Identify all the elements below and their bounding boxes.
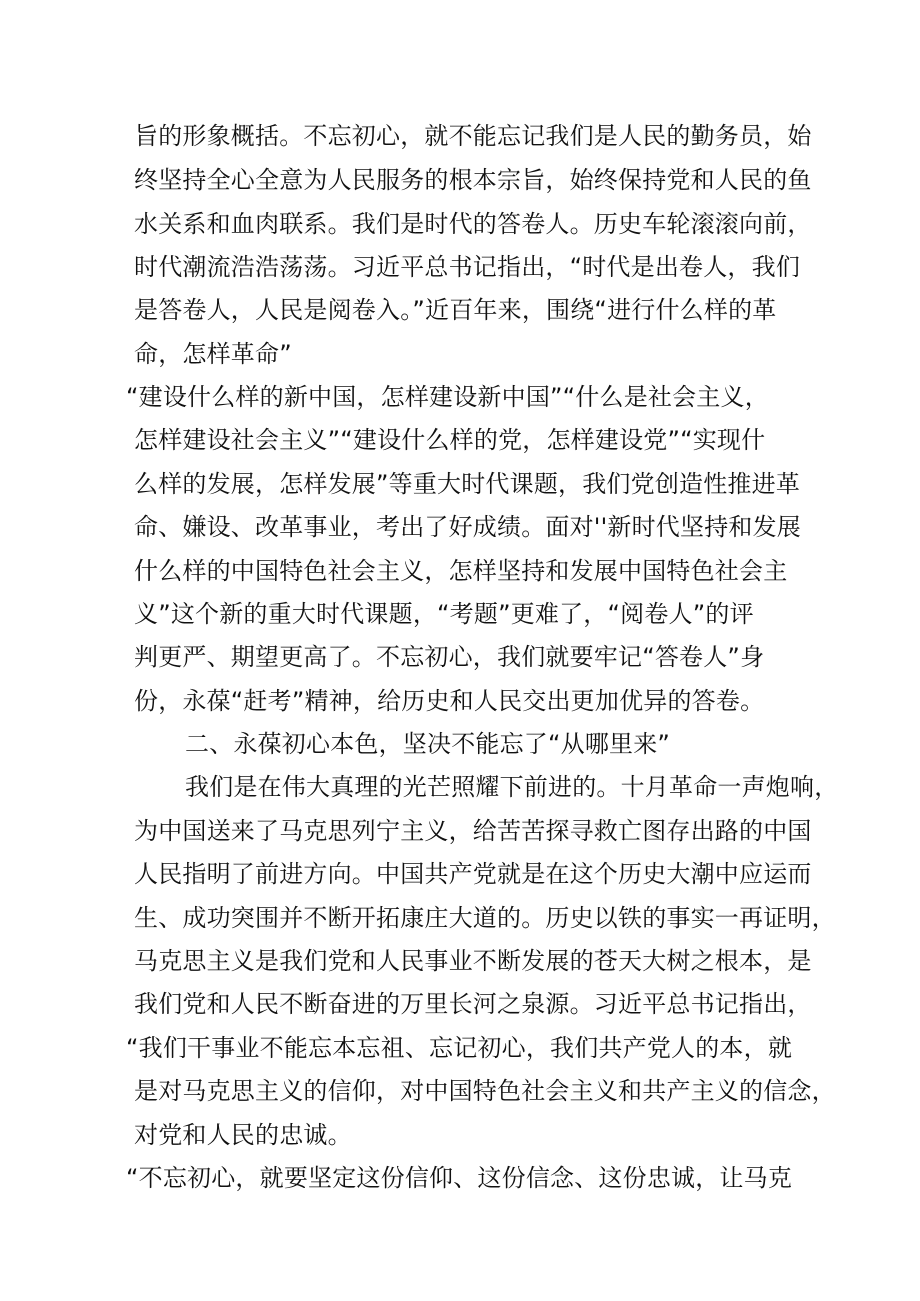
text-line: 么样的发展，怎样发展”等重大时代课题，我们党创造性推进革 [134, 470, 801, 498]
text-line: 对党和人民的忠诚。 [134, 1121, 352, 1149]
section-heading: 二、永葆初心本色，坚决不能忘了“从哪里来” [185, 730, 671, 758]
text-line: 时代潮流浩浩荡荡。习近平总书记指出，“时代是出卷人，我们 [134, 253, 801, 281]
text-line: “我们干事业不能忘本忘祖、忘记初心，我们共产党人的本，就 [126, 1034, 793, 1062]
text-line: 是答卷人，人民是阅卷入。”近百年来，围绕“进行什么样的革 [134, 296, 777, 324]
paragraph-first-line: 我们是在伟大真理的光芒照耀下前进的。十月革命一声炮响， [185, 773, 839, 801]
text-line: 份，永葆“赶考”精神，给历史和人民交出更加优异的答卷。 [134, 687, 765, 715]
text-line: 命，怎样革命” [134, 340, 292, 368]
text-line: 义”这个新的重大时代课题，“考题”更难了，“阅卷人”的评 [134, 600, 754, 628]
text-line: 旨的形象概括。不忘初心，就不能忘记我们是人民的勤务员，始 [134, 122, 812, 150]
text-line: 什么样的中国特色社会主义，怎样坚持和发展中国特色社会主 [134, 557, 788, 585]
text-line: “建设什么样的新中国，怎样建设新中国”“什么是社会主义， [126, 383, 769, 411]
text-line: 我们党和人民不断奋进的万里长河之泉源。习近平总书记指出， [134, 990, 812, 1018]
text-line: 命、嫌设、改革事业，考出了好成绩。面对''新时代坚持和发展 [134, 513, 801, 541]
text-line: 是对马克思主义的信仰，对中国特色社会主义和共产主义的信念， [134, 1077, 836, 1105]
text-line: “不忘初心，就要坚定这份信仰、这份信念、这份忠诚，让马克 [126, 1164, 793, 1192]
text-line: 判更严、期望更高了。不忘初心，我们就要牢记“答卷人”身 [134, 643, 765, 671]
text-line: 生、成功突围并不断开拓康庄大道的。历史以铁的事实一再证明， [134, 904, 836, 932]
text-line: 水关系和血肉联系。我们是时代的答卷人。历史车轮滚滚向前， [134, 210, 812, 238]
text-line: 为中国送来了马克思列宁主义，给苦苦探寻救亡图存出路的中国 [134, 817, 812, 845]
text-line: 终坚持全心全意为人民服务的根本宗旨，始终保持党和人民的鱼 [134, 166, 812, 194]
text-line: 马克思主义是我们党和人民事业不断发展的苍天大树之根本，是 [134, 947, 812, 975]
text-line: 人民指明了前进方向。中国共产党就是在这个历史大潮中应运而 [134, 860, 812, 888]
text-line: 怎样建设社会主义”“建设什么样的党，怎样建设党”“实现什 [134, 426, 766, 454]
